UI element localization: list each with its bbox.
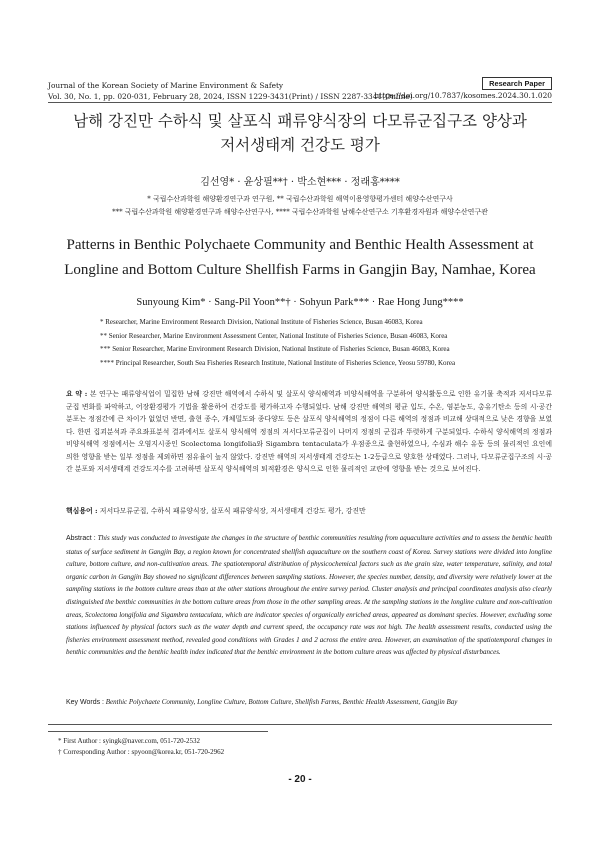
english-abstract (66, 532, 552, 659)
abstract-label: 요 약 : (66, 390, 88, 398)
english-title (40, 233, 560, 283)
affiliation-line: *** 국립수산과학원 해양환경연구과 해양수산연구사, **** 국립수산과학원 남해수산연구소 기후환경자원과 해양수산연구관 (112, 208, 488, 216)
korean-authors: 김선영* · 윤상필**† · 박소현*** · 정래홍**** (200, 177, 400, 188)
english-keywords (66, 698, 552, 706)
affiliation-line: **** Principal Researcher, South Sea Fisheries Research Institute, National Institute of Fisheries Science, Yeosu 59780, Korea (100, 358, 456, 367)
keywords-label: Key Words : (66, 699, 104, 706)
article-type-badge: Research Paper (482, 77, 552, 90)
keywords-label: 핵심용어 : (66, 507, 98, 515)
affiliation-line: ** Senior Researcher, Marine Environment Assessment Center, National Institute of Fisheries Science, Busan 46083, Korea (100, 331, 448, 340)
korean-abstract (66, 388, 552, 476)
keywords-body: 저서다모류군집, 수하식 패류양식장, 살포식 패류양식장, 저서생태계 건강도 평가, 강진만 (99, 507, 366, 515)
journal-name: Journal of the Korean Society of Marine Environment & Safety (48, 81, 284, 90)
affiliation-line: * Researcher, Marine Environment Research Division, National Institute of Fisheries Science, Busan 46083, Korea (100, 318, 423, 326)
korean-affiliations (48, 193, 552, 219)
korean-title (48, 109, 552, 157)
page-number: - 20 - (288, 774, 312, 785)
footnote-corresponding-author: † Corresponding Author : spyoon@korea.kr, 051-720-2962 (58, 748, 225, 756)
abstract-body: 본 연구는 패류양식업이 밀집한 남해 강진만 해역에서 수하식 및 살포식 양식해역과 비양식해역을 구분하여 양식활동으로 인한 유기물 축적과 저서다모류군집 변화를 파악하고, 어장환경평가 기법을 활용하여 건강도를 평가하고자 수행되었다. 남해 강진만 해역의 평균 입도, 수온, 염분농도, 총유기탄소 등의 시·공간 분포는 정점간에 큰 차이가 없었던 반면, 출현 종수, 개체밀도와 종다양도 등은 살포식 양식해역의 정점이 다른 해역의 정점과 비교해 상대적으로 낮은 경향을 보였다. 한편 집괴분석과 주요좌표분석 결과에서도 살포식 양식해역 정점의 저서다모류군집이 나머지 정점의 군집과 뚜렷하게 구분되었다. 수하식 양식해역의 정점과 비양식해역 정점에서는 오염지시종인 Scolectoma longifolia와 Sigambra tentaculata가 우점종으로 출현하였으나, 수심과 해수 유동 등의 물리적인 요인에 의한 영향을 받는 일부 정점을 제외하면 점유율이 높지 않았다. 강진만 해역의 저서생태계 건강도는 1-2등급으로 양호한 상태였다. 그러나, 다모류군집구조의 시·공간 분포와 저서생태계 건강도지수를 고려하면 살포식 양식해역의 퇴적환경은 양식으로 인한 물리적인 교란에 영향을 받는 것으로 보여진다. (66, 390, 552, 473)
english-affiliations (60, 316, 540, 370)
korean-title-line: 저서생태계 건강도 평가 (220, 136, 380, 154)
keywords-body: Benthic Polychaete Community, Longline Culture, Bottom Culture, Shellfish Farms, Benthic Health Assessment, Gangjin Bay (105, 698, 458, 706)
footnote-first-author: * First Author : syingk@naver.com, 051-720-2532 (58, 737, 200, 745)
english-title-line: Longline and Bottom Culture Shellfish Farms in Gangjin Bay, Namhae, Korea (64, 262, 536, 278)
affiliation-line: *** Senior Researcher, Marine Environment Research Division, National Institute of Fisheries Science, Busan 46083, Korea (100, 345, 450, 353)
journal-header (48, 80, 413, 102)
abstract-label: Abstract : (66, 535, 96, 542)
english-authors: Sunyoung Kim* · Sang-Pil Yoon**† · Sohyun Park*** · Rae Hong Jung**** (136, 297, 464, 308)
header-divider (48, 102, 552, 103)
footnote-divider (48, 731, 268, 732)
korean-title-line: 남해 강진만 수하식 및 살포식 패류양식장의 다모류군집구조 양상과 (73, 112, 527, 130)
affiliation-line: * 국립수산과학원 해양환경연구과 연구원, ** 국립수산과학원 해역이용영향평가센터 해양수산연구사 (147, 195, 453, 203)
abstract-body: This study was conducted to investigate the changes in the structure of benthic communities resulting from aquaculture activities and to assess the benthic health status of surface sediment in Gangjin Bay, a region known for concentrated shellfish aquaculture on the southern coast of Korea. Survey stations were divided into longline culture, bottom culture, and non-cultivation areas. The spatiotemporal distribution of physicochemical factors such as the grain size, water temperature, salinity, and total organic carbon in Gangjin Bay showed no significant differences between sampling stations. However, the species number, density, and diversity were relatively lower at the sampling stations in the bottom culture areas than at the other stations throughout the entire survey period. Cluster analysis and principal coordinates analysis also clearly distinguished the benthic communities in the bottom culture areas from those in the other sampling areas. At the sampling stations in the longline culture and non-cultivation areas, Scolectoma longifolia and Sigambra tentaculata, which are indicator species of organically enriched areas, appeared as dominant species. However, excluding some stations influenced by physical factors such as the water depth and current speed, the occupancy rate was not high. The health assessment results, conducted using the fisheries environment assessment method, revealed good conditions with Grades 1 and 2 across the entire area. However, an examination of the spatiotemporal changes in benthic communities and the benthic health index indicated that the benthic environment in the bottom culture areas was affected by physical disturbances. (66, 534, 552, 657)
journal-volume-info: Vol. 30, No. 1, pp. 020-031, February 28, 2024, ISSN 1229-3431(Print) / ISSN 2287-3341(Online) (48, 92, 413, 101)
korean-keywords (66, 505, 552, 515)
section-divider (48, 724, 552, 725)
footnotes (58, 736, 224, 758)
english-title-line: Patterns in Benthic Polychaete Community and Benthic Health Assessment at (66, 237, 534, 253)
doi-link[interactable]: https://doi.org/10.7837/kosomes.2024.30.1.020 (374, 91, 552, 100)
